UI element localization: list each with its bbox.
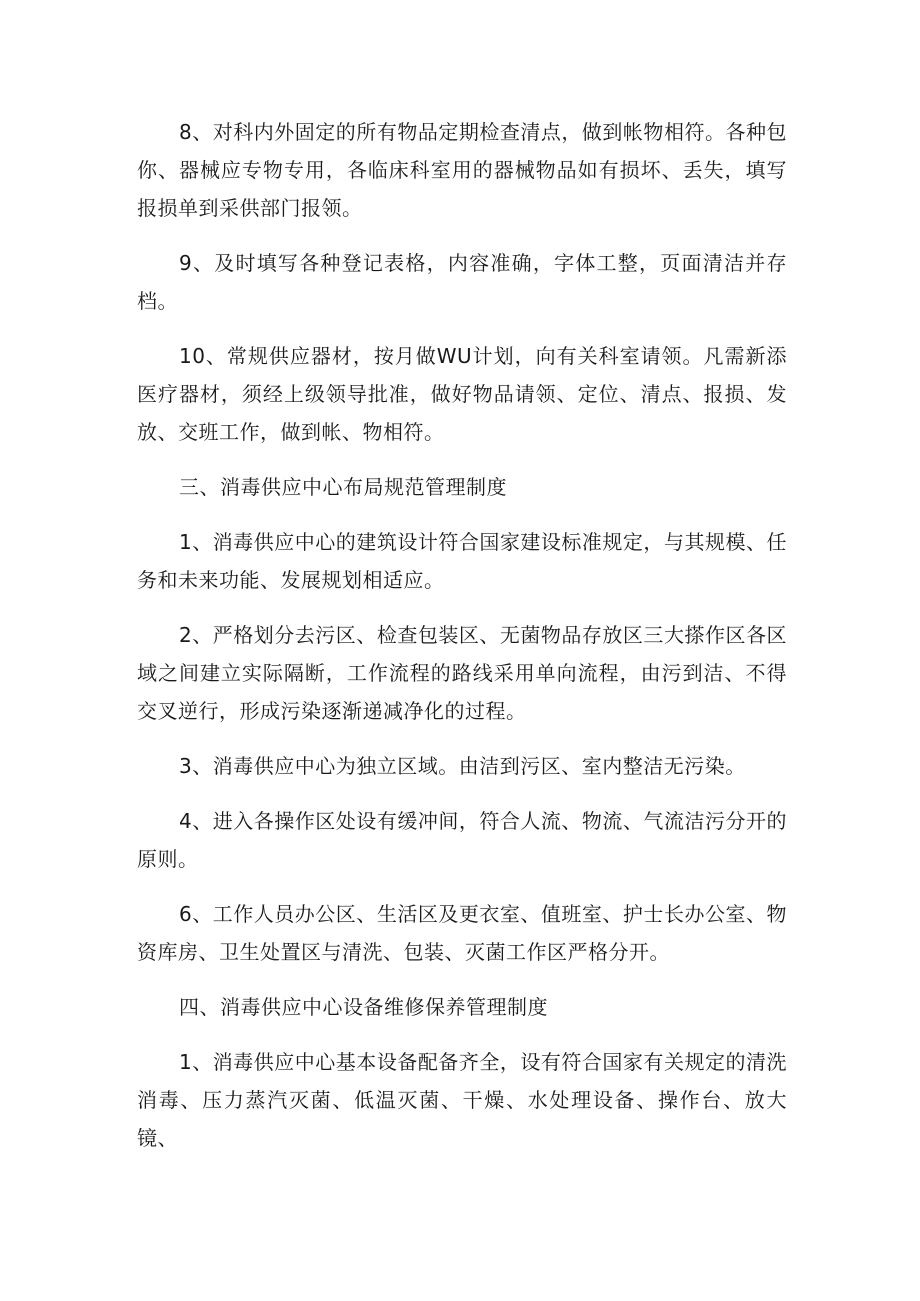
paragraph-item-9: 9、及时填写各种登记表格，内容准确，字体工整，页面清洁并存档。 — [137, 251, 787, 313]
paragraph-item-8: 8、对科内外固定的所有物品定期检查清点，做到帐物相符。各种包你、器械应专物专用，各临床科室用的器械物品如有损坏、丢失，填写报损单到采供部门报领。 — [137, 120, 787, 220]
section-heading-4: 四、消毒供应中心设备维修保养管理制度 — [179, 995, 548, 1019]
document-body — [137, 113, 787, 1174]
section-heading-3: 三、消毒供应中心布局规范管理制度 — [179, 475, 507, 499]
paragraph-item-10: 10、常规供应器材，按月做WU计划，向有关科室请领。凡需新添医疗器材，须经上级领导批准，做好物品请领、定位、清点、报损、发放、交班工作，做到帐、物相符。 — [137, 344, 787, 444]
paragraph-item-1: 1、消毒供应中心的建筑设计符合国家建设标准规定，与其规模、任务和未来功能、发展规划相适应。 — [137, 530, 787, 592]
paragraph-item-6: 6、工作人员办公区、生活区及更衣室、值班室、护士长办公室、物资库房、卫生处置区与清洗、包装、灭菌工作区严格分开。 — [137, 902, 787, 964]
paragraph-item-2: 2、严格划分去污区、检查包装区、无菌物品存放区三大搽作区各区域之间建立实际隔断，工作流程的路线采用单向流程，由污到洁、不得交叉逆行，形成污染逐渐递减净化的过程。 — [137, 623, 787, 723]
paragraph-item-1b: 1、消毒供应中心基本设备配备齐全，设有符合国家有关规定的清洗消毒、压力蒸汽灭菌、低温灭菌、干燥、水处理设备、操作台、放大镜、 — [137, 1050, 787, 1150]
paragraph-item-4: 4、进入各操作区处设有缓冲间，符合人流、物流、气流洁污分开的原则。 — [137, 809, 787, 871]
paragraph-item-3: 3、消毒供应中心为独立区域。由洁到污区、室内整洁无污染。 — [179, 754, 746, 778]
